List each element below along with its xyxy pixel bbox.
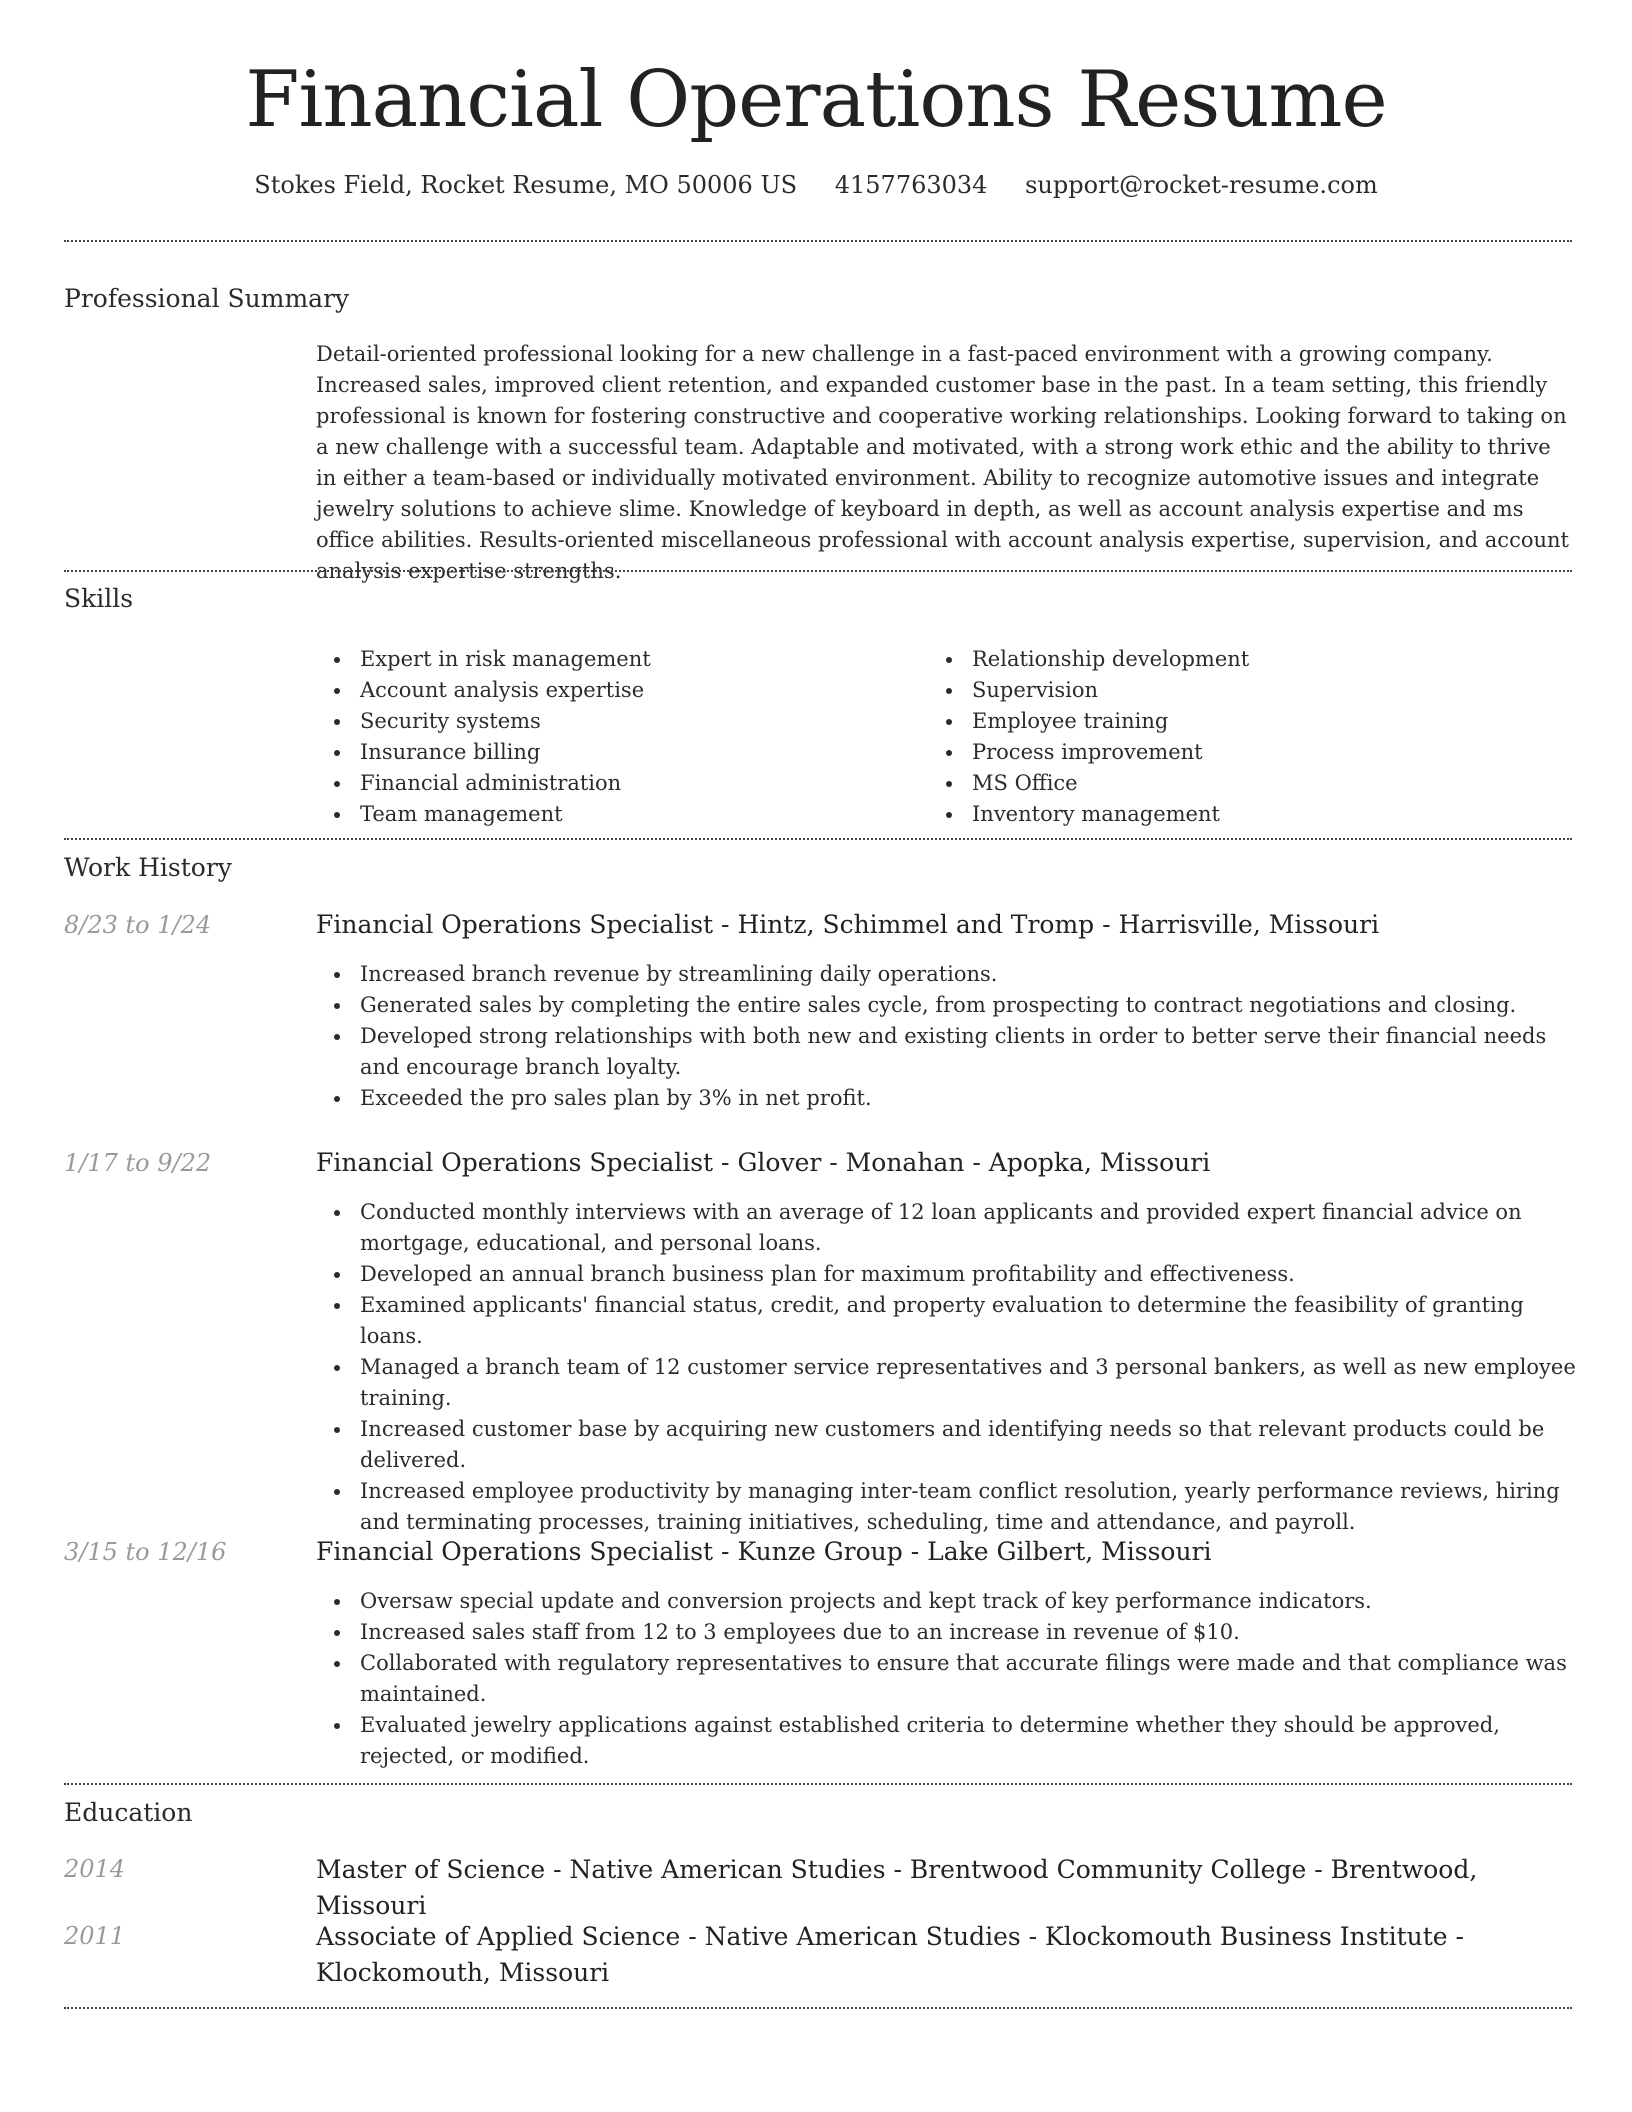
job-title: Financial Operations Specialist - Kunze Group - Lake Gilbert, Missouri (316, 1537, 1212, 1566)
job-bullet: Developed strong relationships with both new and existing clients in order to better serve their financial needs and encourage branch loyalty. (316, 1021, 1578, 1083)
job-bullet: Examined applicants' financial status, credit, and property evaluation to determine the feasibility of granting loans. (316, 1290, 1578, 1352)
job-title: Financial Operations Specialist - Glover - Monahan - Apopka, Missouri (316, 1148, 1211, 1177)
divider (64, 1783, 1572, 1785)
job-bullet: Increased sales staff from 12 to 3 employees due to an increase in revenue of $10. (316, 1617, 1578, 1648)
skill-item: Team management (316, 799, 916, 830)
job-dates: 8/23 to 1/24 (64, 911, 212, 939)
education-title: Master of Science - Native American Studies - Brentwood Community College - Brentwood, Missouri (316, 1855, 1478, 1920)
job-bullets (316, 959, 1578, 1114)
job-bullet: Increased branch revenue by streamlining daily operations. (316, 959, 1578, 990)
divider (64, 570, 1572, 572)
section-heading-work: Work History (64, 853, 232, 882)
skill-item: Expert in risk management (316, 644, 916, 675)
job-bullet: Evaluated jewelry applications against established criteria to determine whether they should be approved, rejected, or modified. (316, 1710, 1578, 1772)
job-bullet: Increased employee productivity by managing inter-team conflict resolution, yearly performance reviews, hiring and terminating processes, training initiatives, scheduling, time and attendance, and payroll. (316, 1476, 1578, 1538)
skill-item: Account analysis expertise (316, 675, 916, 706)
skill-item: Supervision (928, 675, 1528, 706)
skill-item: Financial administration (316, 768, 916, 799)
education-year: 2014 (64, 1855, 126, 1883)
job-title: Financial Operations Specialist - Hintz, Schimmel and Tromp - Harrisville, Missouri (316, 910, 1380, 939)
job-bullet: Developed an annual branch business plan for maximum profitability and effectiveness. (316, 1259, 1578, 1290)
divider (64, 838, 1572, 840)
skills-list-right (928, 644, 1528, 830)
skill-item: Inventory management (928, 799, 1528, 830)
job-bullet: Conducted monthly interviews with an average of 12 loan applicants and provided expert financial advice on mortgage, educational, and personal loans. (316, 1197, 1578, 1259)
section-heading-summary: Professional Summary (64, 284, 350, 313)
job-bullets (316, 1586, 1578, 1772)
skill-item: Security systems (316, 706, 916, 737)
job-bullet: Exceeded the pro sales plan by 3% in net profit. (316, 1083, 1578, 1114)
resume-title: Financial Operations Resume (245, 55, 1387, 145)
contact-email: support@rocket-resume.com (1025, 171, 1378, 199)
contact-address: Stokes Field, Rocket Resume, MO 50006 US (254, 171, 798, 199)
job-dates: 3/15 to 12/16 (64, 1538, 227, 1566)
job-bullet: Managed a branch team of 12 customer service representatives and 3 personal bankers, as well as new employee training. (316, 1352, 1578, 1414)
skill-item: Employee training (928, 706, 1528, 737)
job-bullets (316, 1197, 1578, 1538)
divider (64, 2007, 1572, 2009)
job-bullet: Collaborated with regulatory representatives to ensure that accurate filings were made and that compliance was maintained. (316, 1648, 1578, 1710)
divider (64, 240, 1572, 242)
skill-item: Insurance billing (316, 737, 916, 768)
job-dates: 1/17 to 9/22 (64, 1149, 212, 1177)
contact-line (0, 168, 1632, 202)
skill-item: Relationship development (928, 644, 1528, 675)
job-bullet: Generated sales by completing the entire sales cycle, from prospecting to contract negotiations and closing. (316, 990, 1578, 1021)
summary-text: Detail-oriented professional looking for a new challenge in a fast-paced environment with a growing company. Increased sales, improved client retention, and expanded customer base in the past. In a team setting, this friendly professional is known for fostering constructive and cooperative working relationships. Looking forward to taking on a new challenge with a successful team. Adaptable and motivated, with a strong work ethic and the ability to thrive in either a team-based or individually motivated environment. Ability to recognize automotive issues and integrate jewelry solutions to achieve slime. Knowledge of keyboard in depth, as well as account analysis expertise and ms office abilities. Results-oriented miscellaneous professional with account analysis expertise, supervision, and account analysis expertise strengths. (316, 342, 1569, 583)
skills-list-left (316, 644, 916, 830)
contact-phone: 4157763034 (834, 171, 988, 199)
section-heading-education: Education (64, 1798, 193, 1827)
job-bullet: Oversaw special update and conversion projects and kept track of key performance indicators. (316, 1586, 1578, 1617)
skill-item: MS Office (928, 768, 1528, 799)
education-year: 2011 (64, 1922, 126, 1950)
section-heading-skills: Skills (64, 584, 134, 613)
job-bullet: Increased customer base by acquiring new customers and identifying needs so that relevant products could be delivered. (316, 1414, 1578, 1476)
education-title: Associate of Applied Science - Native American Studies - Klockomouth Business Institute - Klockomouth, Missouri (316, 1922, 1464, 1987)
skill-item: Process improvement (928, 737, 1528, 768)
